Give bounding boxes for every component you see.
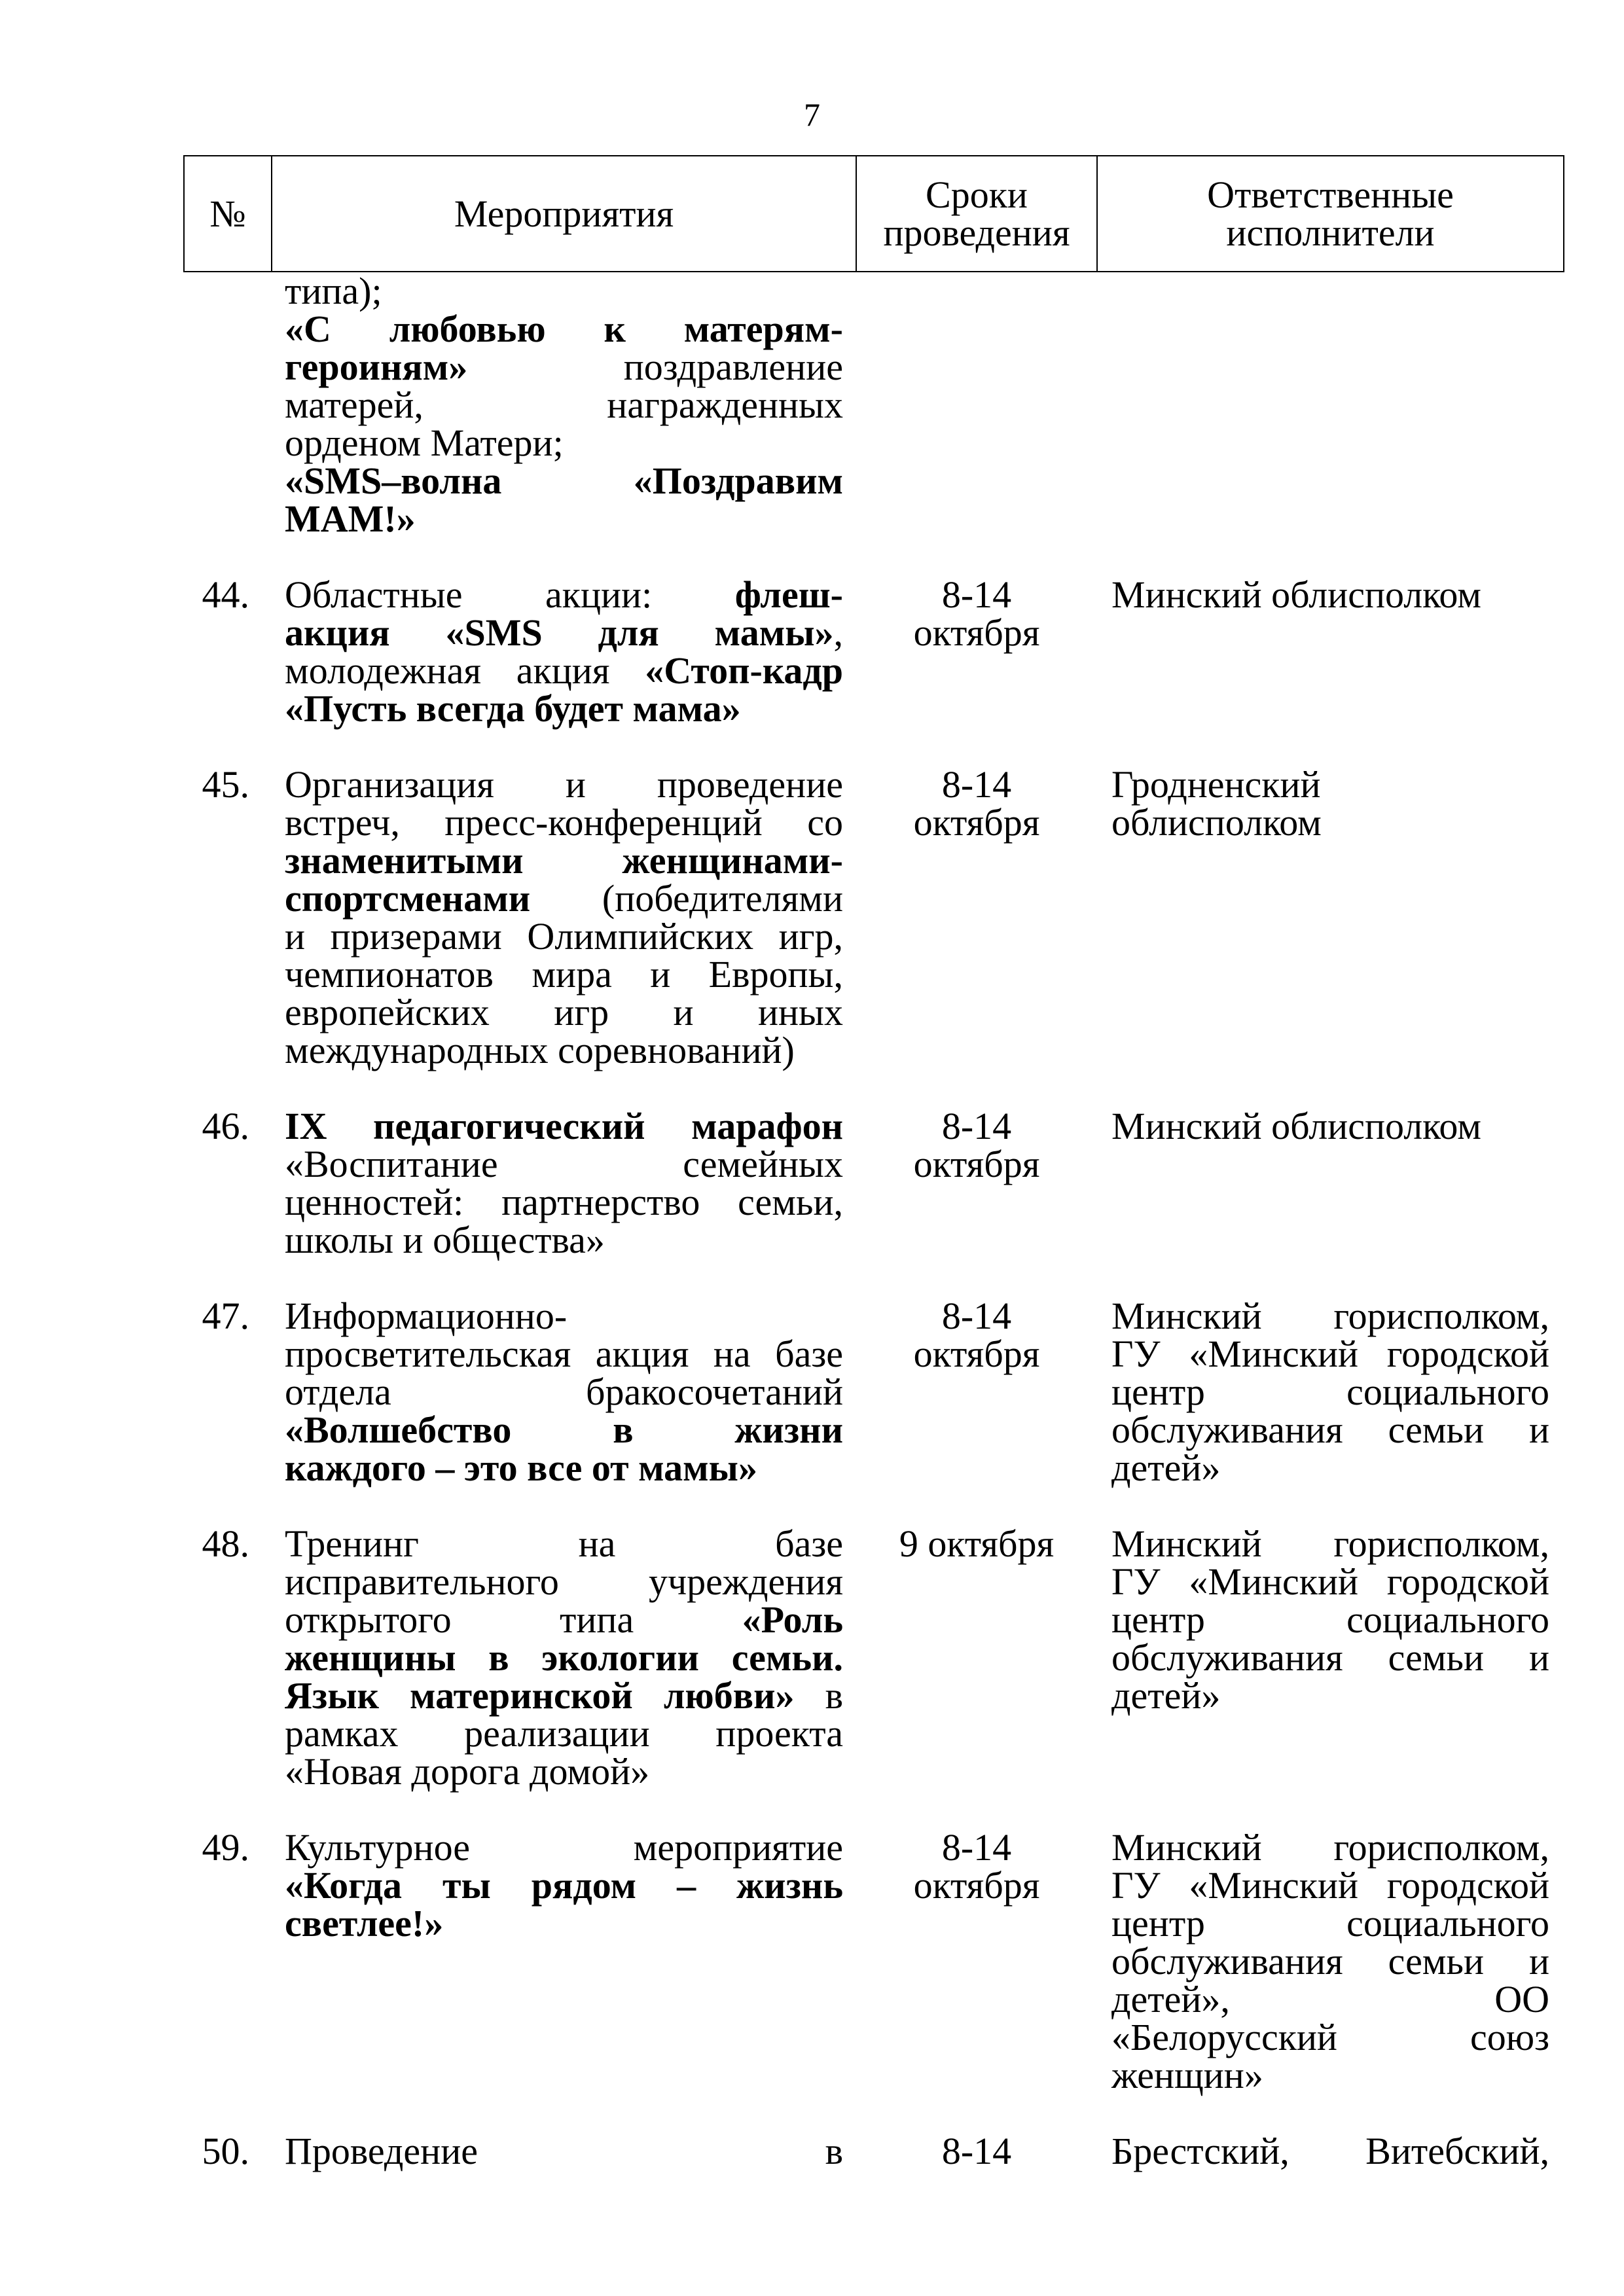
dates-cell [856, 1826, 1097, 2132]
table-row [184, 1297, 1564, 1525]
responsible-line: центр социального [1111, 1371, 1549, 1413]
dates-cell [856, 2132, 1097, 2170]
event-line: знаменитыми женщинами- [285, 839, 843, 882]
responsible-line: ГУ «Минский городской [1111, 1864, 1549, 1907]
dates-line: 8-14 [941, 573, 1012, 616]
event-line [285, 877, 843, 920]
dates-cell [856, 1297, 1097, 1525]
event-line: исправительного учреждения [285, 1560, 843, 1603]
event-line: чемпионатов мира и Европы, [285, 953, 843, 996]
event-text: поздравление [467, 346, 843, 388]
event-bold: акция «SMS для мамы» [285, 611, 834, 654]
dates-line: 8-14 [941, 1295, 1012, 1337]
event-line: «Пусть всегда будет мама» [285, 687, 741, 730]
row-number: 45. [202, 763, 249, 806]
event-line: просветительская акция на базе [285, 1333, 843, 1375]
header-responsible-line2: исполнители [1226, 211, 1435, 254]
event-cell [272, 763, 856, 1107]
event-line [285, 573, 843, 616]
event-text: Областные акции: [285, 573, 735, 616]
responsible-line: Минский горисполком, [1111, 1295, 1549, 1337]
event-cell [272, 1107, 856, 1297]
dates-line: 8-14 [941, 1826, 1012, 1869]
table-row [184, 576, 1564, 766]
responsible-line: обслуживания семьи и [1111, 1408, 1549, 1451]
table-row [184, 1107, 1564, 1297]
event-line: «С любовью к матерям- [285, 308, 843, 350]
row-number: 49. [202, 1826, 249, 1869]
event-bold: «Стоп-кадр [645, 649, 843, 692]
header-dates-line1: Сроки [926, 173, 1028, 216]
event-line: европейских игр и иных [285, 991, 843, 1033]
header-responsible-line1: Ответственные [1207, 173, 1454, 216]
responsible-line: Минский горисполком, [1111, 1826, 1549, 1869]
event-line [285, 1674, 844, 1717]
event-cell [272, 1522, 856, 1829]
event-line: матерей, награжденных [285, 384, 843, 426]
responsible-line: обслуживания семьи и [1111, 1940, 1549, 1982]
dates-line: 8-14 [941, 763, 1012, 806]
event-bold: флеш- [734, 573, 843, 616]
event-line [285, 1598, 843, 1641]
event-cell [272, 1826, 856, 2132]
responsible-line: облисполком [1111, 801, 1322, 844]
event-line: «Новая дорога домой» [285, 1750, 650, 1793]
event-cell [272, 573, 856, 766]
responsible-cell [1097, 1826, 1564, 2132]
table-header [184, 156, 1564, 272]
event-text: (победителями [530, 877, 843, 920]
table-row [184, 1829, 1564, 2132]
event-line: «SMS–волна «Поздравим [285, 459, 843, 502]
event-line: ценностей: партнерство семьи, [285, 1181, 843, 1223]
event-line: орденом Матери; [285, 422, 564, 464]
table-row-continuation [184, 272, 1564, 576]
events-table [183, 155, 1564, 2170]
responsible-cell [1097, 573, 1564, 766]
header-number: № [184, 156, 272, 272]
responsible-line: женщин» [1111, 2054, 1263, 2096]
event-line: и призерами Олимпийских игр, [285, 915, 843, 958]
event-line: «Волшебство в жизни [285, 1408, 843, 1451]
dates-line: октября [913, 1333, 1040, 1375]
event-bold: Язык материнской любви» [285, 1674, 795, 1717]
responsible-cell [1097, 1107, 1564, 1297]
responsible-cell [1097, 763, 1564, 1107]
responsible-line: ГУ «Минский городской [1111, 1560, 1549, 1603]
event-line: IX педагогический марафон [285, 1105, 843, 1147]
event-cell [272, 2132, 856, 2170]
dates-cell [856, 1522, 1097, 1829]
table-row [184, 2132, 1564, 2170]
row-number: 48. [202, 1522, 249, 1565]
responsible-line: «Белорусский союз [1111, 2016, 1549, 2058]
table-row [184, 1525, 1564, 1829]
event-line: Организация и проведение [285, 763, 843, 806]
dates-line: 8-14 [941, 1105, 1012, 1147]
row-number: 44. [202, 573, 249, 616]
dates-cell [856, 763, 1097, 1107]
responsible-line: Минский облисполком [1111, 1105, 1481, 1147]
event-line: международных соревнований) [285, 1029, 795, 1071]
event-cell [272, 1297, 856, 1525]
row-number: 46. [202, 1105, 249, 1147]
event-bold: героиням» [285, 346, 468, 388]
responsible-line: Гродненский [1111, 763, 1321, 806]
event-bold: спортсменами [285, 877, 531, 920]
dates-line: октября [913, 1864, 1040, 1907]
event-text: , [833, 611, 843, 654]
header-responsible [1097, 156, 1564, 272]
responsible-line: детей», ОО [1111, 1978, 1549, 2020]
event-line [285, 348, 843, 386]
responsible-line: Минский горисполком, [1111, 1522, 1549, 1565]
event-line: «Когда ты рядом – жизнь [285, 1864, 843, 1907]
dates-line: 8-14 [941, 2130, 1012, 2172]
event-line: школы и общества» [285, 1219, 605, 1261]
event-line [285, 611, 843, 654]
event-line: светлее!» [285, 1902, 444, 1945]
responsible-line: детей» [1111, 1674, 1221, 1717]
responsible-line: обслуживания семьи и [1111, 1636, 1549, 1679]
event-line: Информационно- [285, 1295, 568, 1337]
responsible-line: центр социального [1111, 1902, 1549, 1945]
dates-cell [856, 1107, 1097, 1297]
event-line: типа); [285, 270, 382, 312]
dates-line: 9 октября [899, 1522, 1055, 1565]
responsible-line: Минский облисполком [1111, 573, 1481, 616]
responsible-line: детей» [1111, 1446, 1221, 1489]
dates-line: октября [913, 801, 1040, 844]
table-row [184, 766, 1564, 1107]
dates-line: октября [913, 611, 1040, 654]
event-line: Культурное мероприятие [285, 1826, 843, 1869]
event-line: каждого – это все от мамы» [285, 1446, 757, 1489]
event-line: женщины в экологии семьи. [285, 1636, 843, 1679]
header-dates-line2: проведения [883, 211, 1070, 254]
responsible-line: центр социального [1111, 1598, 1549, 1641]
responsible-cell [1097, 1297, 1564, 1525]
event-line: МАМ!» [285, 497, 416, 540]
responsible-cell [1097, 272, 1564, 576]
dates-cell [856, 272, 1097, 576]
event-line: встреч, пресс-конференций со [285, 801, 843, 844]
responsible-cell [1097, 2132, 1564, 2170]
header-events: Мероприятия [272, 156, 856, 272]
responsible-cell [1097, 1522, 1564, 1829]
event-line: отдела бракосочетаний [285, 1371, 843, 1413]
event-line: рамках реализации проекта [285, 1712, 843, 1755]
responsible-line: ГУ «Минский городской [1111, 1333, 1549, 1375]
page-number: 7 [804, 96, 820, 133]
event-bold: «Роль [742, 1598, 843, 1641]
event-text: в [794, 1674, 844, 1717]
event-text: открытого типа [285, 1598, 742, 1641]
dates-line: октября [913, 1143, 1040, 1185]
row-number: 47. [202, 1295, 249, 1337]
responsible-line: Брестский, Витебский, [1111, 2130, 1549, 2172]
row-number [184, 272, 272, 576]
event-cell [272, 272, 856, 576]
event-line: Тренинг на базе [285, 1522, 843, 1565]
event-line [285, 649, 843, 692]
event-text: молодежная акция [285, 649, 645, 692]
event-line: Проведение в [285, 2130, 843, 2172]
event-line: «Воспитание семейных [285, 1143, 843, 1185]
row-number: 50. [202, 2130, 249, 2172]
header-dates [856, 156, 1097, 272]
dates-cell [856, 573, 1097, 766]
